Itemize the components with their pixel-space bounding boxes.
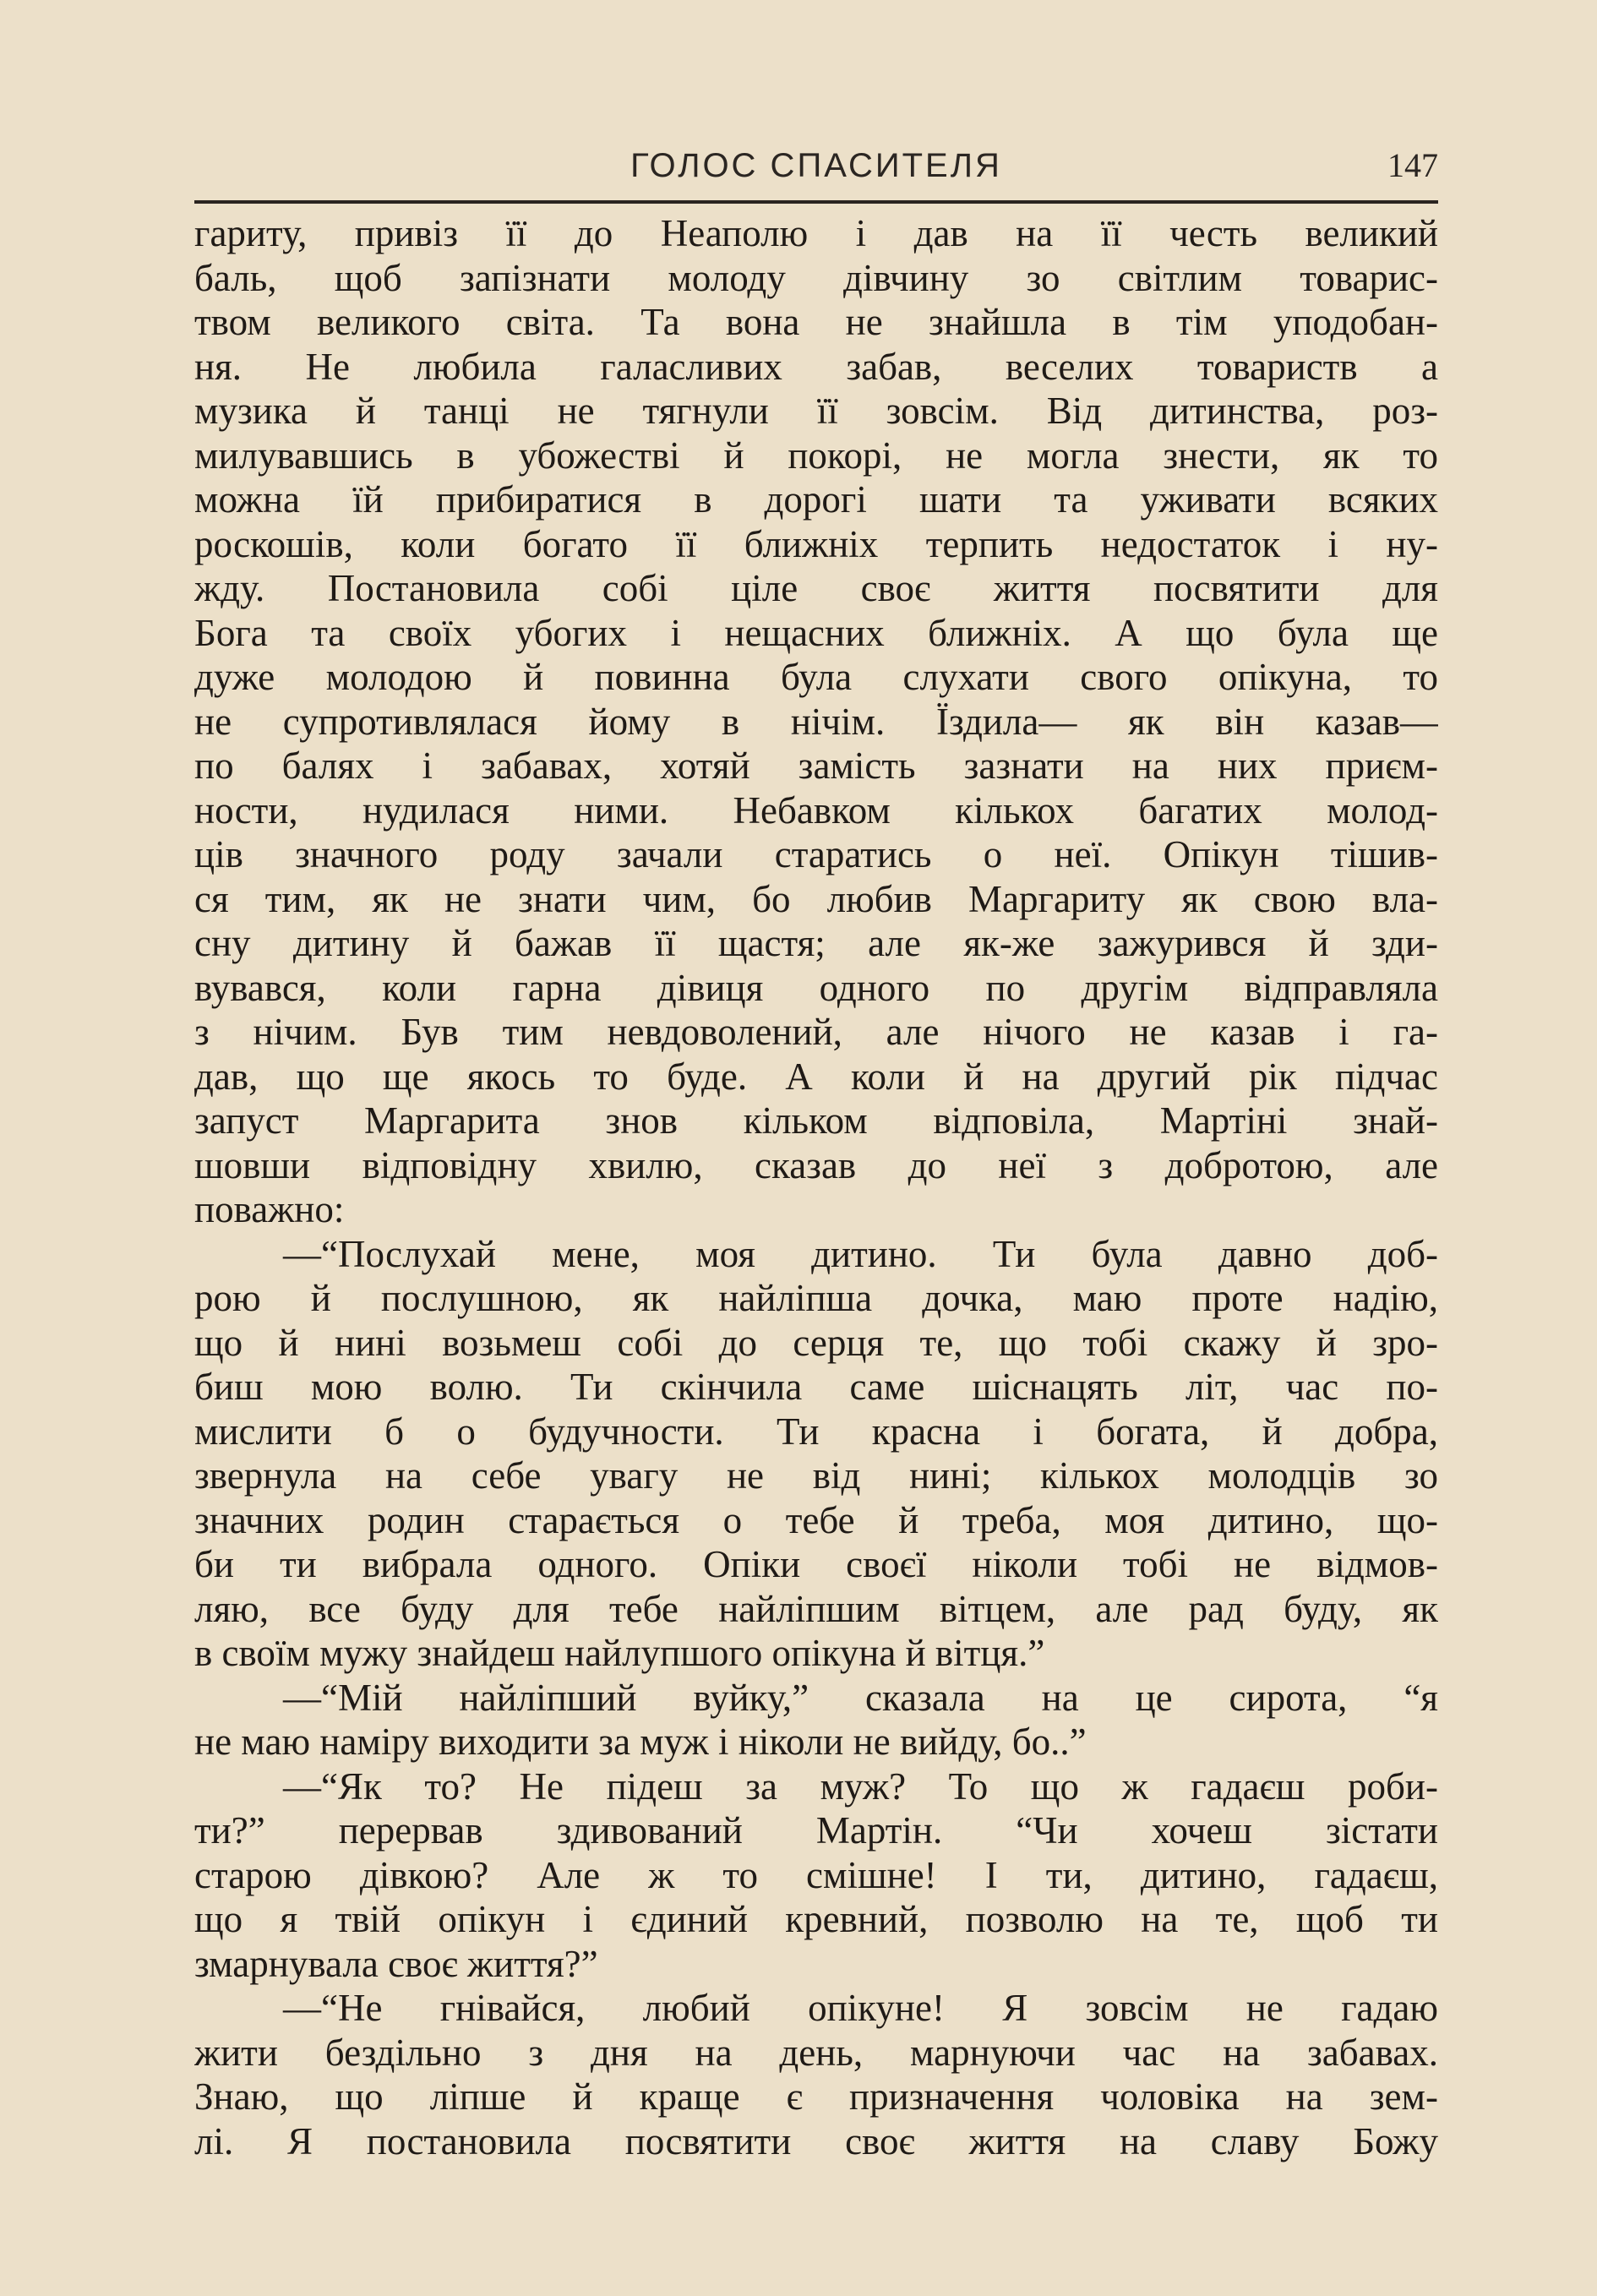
text-line: вувався, коли гарна дівиця одного по другім відправляла	[194, 966, 1438, 1009]
text-line: що я твій опікун і єдиний кревний, позволю на те, щоб ти	[194, 1898, 1438, 1940]
text-line: жити бездільно з дня на день, марнуючи час на забавах.	[194, 2031, 1438, 2074]
text-line: ня. Не любила галасливих забав, веселих товариств а	[194, 345, 1438, 388]
header-rule	[194, 200, 1438, 204]
text-line: шовши відповідну хвилю, сказав до неї з добротою, але	[194, 1143, 1438, 1186]
page-number: 147	[1387, 146, 1438, 184]
text-line: ців значного роду зачали старатись о неї. Опікун тішив-	[194, 833, 1438, 875]
text-line: ляю, все буду для тебе найліпшим вітцем, але рад буду, як	[194, 1587, 1438, 1630]
running-title: ГОЛОС СПАСИТЕЛЯ	[630, 147, 1002, 184]
text-line: старою дівкою? Але ж то смішне! І ти, дитино, гадаєш,	[194, 1853, 1438, 1896]
text-line: Бога та своїх убогих і нещасних ближніх. А що була ще	[194, 611, 1438, 654]
text-line: не супротивлялася йому в нічім. Їздила— як він казав—	[194, 700, 1438, 743]
text-line: —“Мій найліпший вуйку,” сказала на це сирота, “я	[283, 1676, 1438, 1719]
text-line: музика й танці не тягнули її зовсім. Від дитинства, роз-	[194, 390, 1438, 432]
text-line: —“Не гнівайся, любий опікуне! Я зовсім не гадаю	[283, 1987, 1438, 2029]
running-header	[194, 142, 1438, 193]
text-line: роскошів, коли богато її ближніх терпить недостаток і ну-	[194, 522, 1438, 565]
text-line: твом великого світа. Та вона не знайшла в тім уподобан-	[194, 301, 1438, 343]
text-line: рою й послушною, як найліпша дочка, маю проте надію,	[194, 1277, 1438, 1319]
text-line: гариту, привіз її до Неаполю і дав на її честь великий	[194, 212, 1438, 254]
text-line: би ти вибрала одного. Опіки своєї ніколи тобі не відмов-	[194, 1543, 1438, 1585]
text-line: мислити б о будучности. Ти красна і богата, й добра,	[194, 1410, 1438, 1453]
text-line: баль, щоб запізнати молоду дівчину зо світлим товарис-	[194, 256, 1438, 299]
text-line: —“Як то? Не підеш за муж? То що ж гадаєш роби-	[283, 1764, 1438, 1808]
text-line: звернула на себе увагу не від нині; кількох молодців зо	[194, 1454, 1438, 1497]
text-line: биш мою волю. Ти скінчила саме шіснацять літ, час по-	[194, 1366, 1438, 1408]
text-line: в своїм мужу знайдеш найлупшого опікуна й вітця.”	[194, 1632, 1045, 1674]
text-line: можна їй прибиратися в дорогі шати та уживати всяких	[194, 478, 1438, 521]
text-line: з нічим. Був тим невдоволений, але нічого не казав і га-	[194, 1011, 1438, 1053]
text-line: —“Послухай мене, моя дитино. Ти була давно доб-	[283, 1232, 1438, 1275]
body-text	[194, 211, 1438, 2163]
text-line: дуже молодою й повинна була слухати свого опікуна, то	[194, 656, 1438, 698]
text-line: ности, нудилася ними. Небавком кількох багатих молод-	[194, 788, 1438, 832]
text-line: не маю наміру виходити за муж і ніколи не вийду, бо..”	[194, 1721, 1087, 1763]
text-line: що й нині возьмеш собі до серця те, що тобі скажу й зро-	[194, 1321, 1438, 1364]
text-line: Знаю, що ліпше й краще є призначення чоловіка на зем-	[194, 2075, 1438, 2118]
text-line: милувавшись в убожестві й покорі, не могла знести, як то	[194, 434, 1438, 477]
text-line: ся тим, як не знати чим, бо любив Маргариту як свою вла-	[194, 877, 1438, 920]
text-line: запуст Маргарита знов кільком відповіла, Мартіні знай-	[194, 1099, 1438, 1142]
text-line: поважно:	[194, 1188, 345, 1230]
text-line: жду. Постановила собі ціле своє життя посвятити для	[194, 567, 1438, 609]
text-line: змарнувала своє життя?”	[194, 1942, 598, 1985]
text-line: по балях і забавах, хотяй замість зазнати на них приєм-	[194, 744, 1438, 787]
text-line: лі. Я постановила посвятити своє життя на славу Божу	[194, 2119, 1438, 2162]
text-line: ти?” перервав здивований Мартін. “Чи хочеш зістати	[194, 1809, 1438, 1852]
text-line: сну дитину й бажав її щастя; але як-же зажурився й зди-	[194, 922, 1438, 964]
text-line: значних родин старається о тебе й треба, моя дитино, що-	[194, 1498, 1438, 1541]
text-line: дав, що ще якось то буде. А коли й на другий рік підчас	[194, 1055, 1438, 1098]
